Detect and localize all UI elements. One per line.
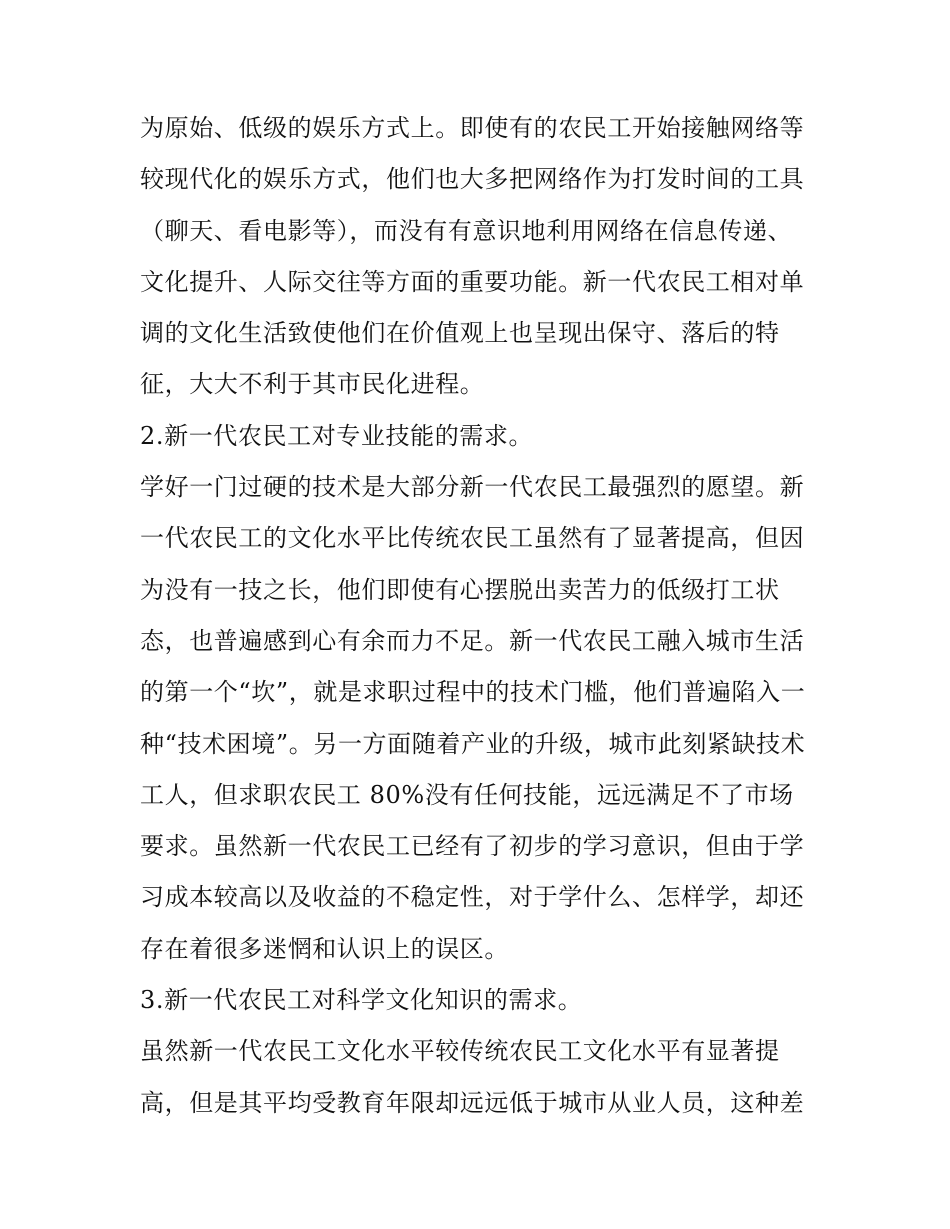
text-line: 要求。虽然新一代农民工已经有了初步的学习意识，但由于学 [140, 832, 805, 861]
text-line: 较现代化的娱乐方式，他们也大多把网络作为打发时间的工具 [140, 165, 805, 194]
text-line: 虽然新一代农民工文化水平较传统农民工文化水平有显著提 [140, 1037, 780, 1066]
text-line: 态，也普遍感到心有余而力不足。新一代农民工融入城市生活 [140, 626, 805, 655]
text-line: 存在着很多迷惘和认识上的误区。 [140, 934, 509, 963]
text-line: 征，大大不利于其市民化进程。 [140, 370, 485, 399]
text-line: 的第一个“坎”，就是求职过程中的技术门槛，他们普遍陷入一 [140, 678, 806, 707]
text-line: 种“技术困境”。另一方面随着产业的升级，城市此刻紧缺技术 [140, 729, 806, 758]
text-line: 为原始、低级的娱乐方式上。即使有的农民工开始接触网络等 [140, 114, 805, 142]
text-line: 学好一门过硬的技术是大部分新一代农民工最强烈的愿望。新 [140, 473, 805, 502]
text-line: （聊天、看电影等），而没有有意识地利用网络在信息传递、 [140, 216, 793, 245]
text-line: 工人，但求职农民工 80%没有任何技能，远远满足不了市场 [140, 780, 794, 809]
body-text [140, 103, 815, 1129]
section-heading-2: 2.新一代农民工对专业技能的需求。 [140, 421, 534, 450]
text-line: 文化提升、人际交往等方面的重要功能。新一代农民工相对单 [140, 267, 805, 296]
text-line: 高，但是其平均受教育年限却远远低于城市从业人员，这种差 [140, 1088, 805, 1117]
text-line: 为没有一技之长，他们即使有心摆脱出卖苦力的低级打工状 [140, 575, 780, 604]
text-line: 一代农民工的文化水平比传统农民工虽然有了显著提高，但因 [140, 524, 805, 553]
text-line: 调的文化生活致使他们在价值观上也呈现出保守、落后的特 [140, 319, 780, 348]
section-heading-3: 3.新一代农民工对科学文化知识的需求。 [140, 986, 583, 1015]
text-line: 习成本较高以及收益的不稳定性，对于学什么、怎样学，却还 [140, 883, 805, 912]
